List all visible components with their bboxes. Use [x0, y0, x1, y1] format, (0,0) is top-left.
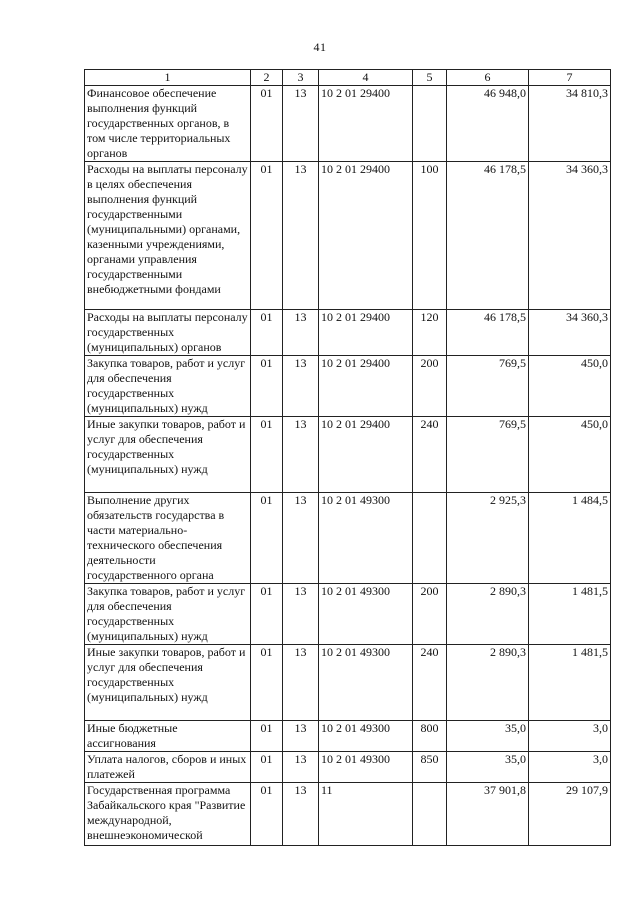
header-col-3: 3 [283, 70, 319, 86]
row-sum-1: 37 901,8 [447, 783, 529, 846]
row-csr: 10 2 01 29400 [319, 310, 413, 356]
row-csr: 10 2 01 29400 [319, 86, 413, 162]
row-sum-1: 769,5 [447, 356, 529, 417]
row-pr: 13 [283, 356, 319, 417]
row-name: Государственная программа Забайкальского края "Развитие международной, внешнеэкономической [85, 783, 251, 846]
table-row [85, 721, 611, 752]
row-name: Расходы на выплаты персоналу в целях обеспечения выполнения функций государственными (муниципальными) органами, казенными учреждениями, органами управления государственными внебюджетными фондами [85, 162, 251, 310]
row-pr: 13 [283, 721, 319, 752]
row-name: Иные бюджетные ассигнования [85, 721, 251, 752]
row-name: Финансовое обеспечение выполнения функций государственных органов, в том числе территориальных органов [85, 86, 251, 162]
row-sum-2: 1 484,5 [529, 493, 611, 584]
row-sum-1: 46 178,5 [447, 310, 529, 356]
row-sum-1: 769,5 [447, 417, 529, 493]
row-sum-2: 1 481,5 [529, 645, 611, 721]
budget-table [84, 69, 611, 846]
row-rz: 01 [251, 752, 283, 783]
row-sum-2: 34 810,3 [529, 86, 611, 162]
row-rz: 01 [251, 721, 283, 752]
table-row [85, 162, 611, 310]
row-vr [413, 783, 447, 846]
row-vr [413, 493, 447, 584]
row-sum-2: 1 481,5 [529, 584, 611, 645]
row-rz: 01 [251, 584, 283, 645]
row-csr: 10 2 01 29400 [319, 162, 413, 310]
header-col-6: 6 [447, 70, 529, 86]
table-row [85, 584, 611, 645]
table-row [85, 86, 611, 162]
row-vr: 800 [413, 721, 447, 752]
row-csr: 10 2 01 29400 [319, 356, 413, 417]
row-name: Иные закупки товаров, работ и услуг для обеспечения государственных (муниципальных) нужд [85, 645, 251, 721]
row-sum-1: 35,0 [447, 752, 529, 783]
row-sum-2: 34 360,3 [529, 310, 611, 356]
row-sum-2: 3,0 [529, 752, 611, 783]
row-sum-1: 2 890,3 [447, 584, 529, 645]
row-csr: 11 [319, 783, 413, 846]
row-rz: 01 [251, 417, 283, 493]
table-row [85, 783, 611, 846]
table-row [85, 645, 611, 721]
row-vr: 200 [413, 356, 447, 417]
row-sum-1: 35,0 [447, 721, 529, 752]
row-pr: 13 [283, 752, 319, 783]
row-sum-1: 2 925,3 [447, 493, 529, 584]
row-pr: 13 [283, 783, 319, 846]
row-rz: 01 [251, 356, 283, 417]
row-name: Закупка товаров, работ и услуг для обеспечения государственных (муниципальных) нужд [85, 356, 251, 417]
row-vr: 120 [413, 310, 447, 356]
row-pr: 13 [283, 584, 319, 645]
row-csr: 10 2 01 49300 [319, 493, 413, 584]
row-sum-1: 46 948,0 [447, 86, 529, 162]
table-row [85, 310, 611, 356]
header-col-2: 2 [251, 70, 283, 86]
row-rz: 01 [251, 645, 283, 721]
row-pr: 13 [283, 417, 319, 493]
row-csr: 10 2 01 49300 [319, 584, 413, 645]
row-name: Уплата налогов, сборов и иных платежей [85, 752, 251, 783]
row-vr: 240 [413, 417, 447, 493]
row-vr: 850 [413, 752, 447, 783]
row-csr: 10 2 01 49300 [319, 721, 413, 752]
row-vr [413, 86, 447, 162]
row-rz: 01 [251, 86, 283, 162]
row-sum-2: 3,0 [529, 721, 611, 752]
row-vr: 200 [413, 584, 447, 645]
row-sum-2: 450,0 [529, 417, 611, 493]
row-rz: 01 [251, 783, 283, 846]
row-sum-1: 2 890,3 [447, 645, 529, 721]
row-rz: 01 [251, 493, 283, 584]
row-name: Иные закупки товаров, работ и услуг для обеспечения государственных (муниципальных) нужд [85, 417, 251, 493]
row-pr: 13 [283, 645, 319, 721]
row-pr: 13 [283, 86, 319, 162]
row-csr: 10 2 01 49300 [319, 752, 413, 783]
header-col-7: 7 [529, 70, 611, 86]
row-pr: 13 [283, 493, 319, 584]
row-name: Расходы на выплаты персоналу государственных (муниципальных) органов [85, 310, 251, 356]
row-name: Закупка товаров, работ и услуг для обеспечения государственных (муниципальных) нужд [85, 584, 251, 645]
row-sum-2: 34 360,3 [529, 162, 611, 310]
row-csr: 10 2 01 49300 [319, 645, 413, 721]
table-row [85, 752, 611, 783]
row-sum-1: 46 178,5 [447, 162, 529, 310]
row-sum-2: 29 107,9 [529, 783, 611, 846]
row-vr: 240 [413, 645, 447, 721]
row-pr: 13 [283, 310, 319, 356]
header-col-4: 4 [319, 70, 413, 86]
header-col-5: 5 [413, 70, 447, 86]
table-row [85, 493, 611, 584]
table-row [85, 417, 611, 493]
row-sum-2: 450,0 [529, 356, 611, 417]
row-rz: 01 [251, 162, 283, 310]
row-csr: 10 2 01 29400 [319, 417, 413, 493]
header-col-1: 1 [85, 70, 251, 86]
page-number: 41 [313, 40, 327, 54]
row-rz: 01 [251, 310, 283, 356]
header-row [85, 70, 611, 86]
table-row [85, 356, 611, 417]
row-pr: 13 [283, 162, 319, 310]
row-name: Выполнение других обязательств государства в части материально-технического обеспечения деятельности государственного органа [85, 493, 251, 584]
row-vr: 100 [413, 162, 447, 310]
